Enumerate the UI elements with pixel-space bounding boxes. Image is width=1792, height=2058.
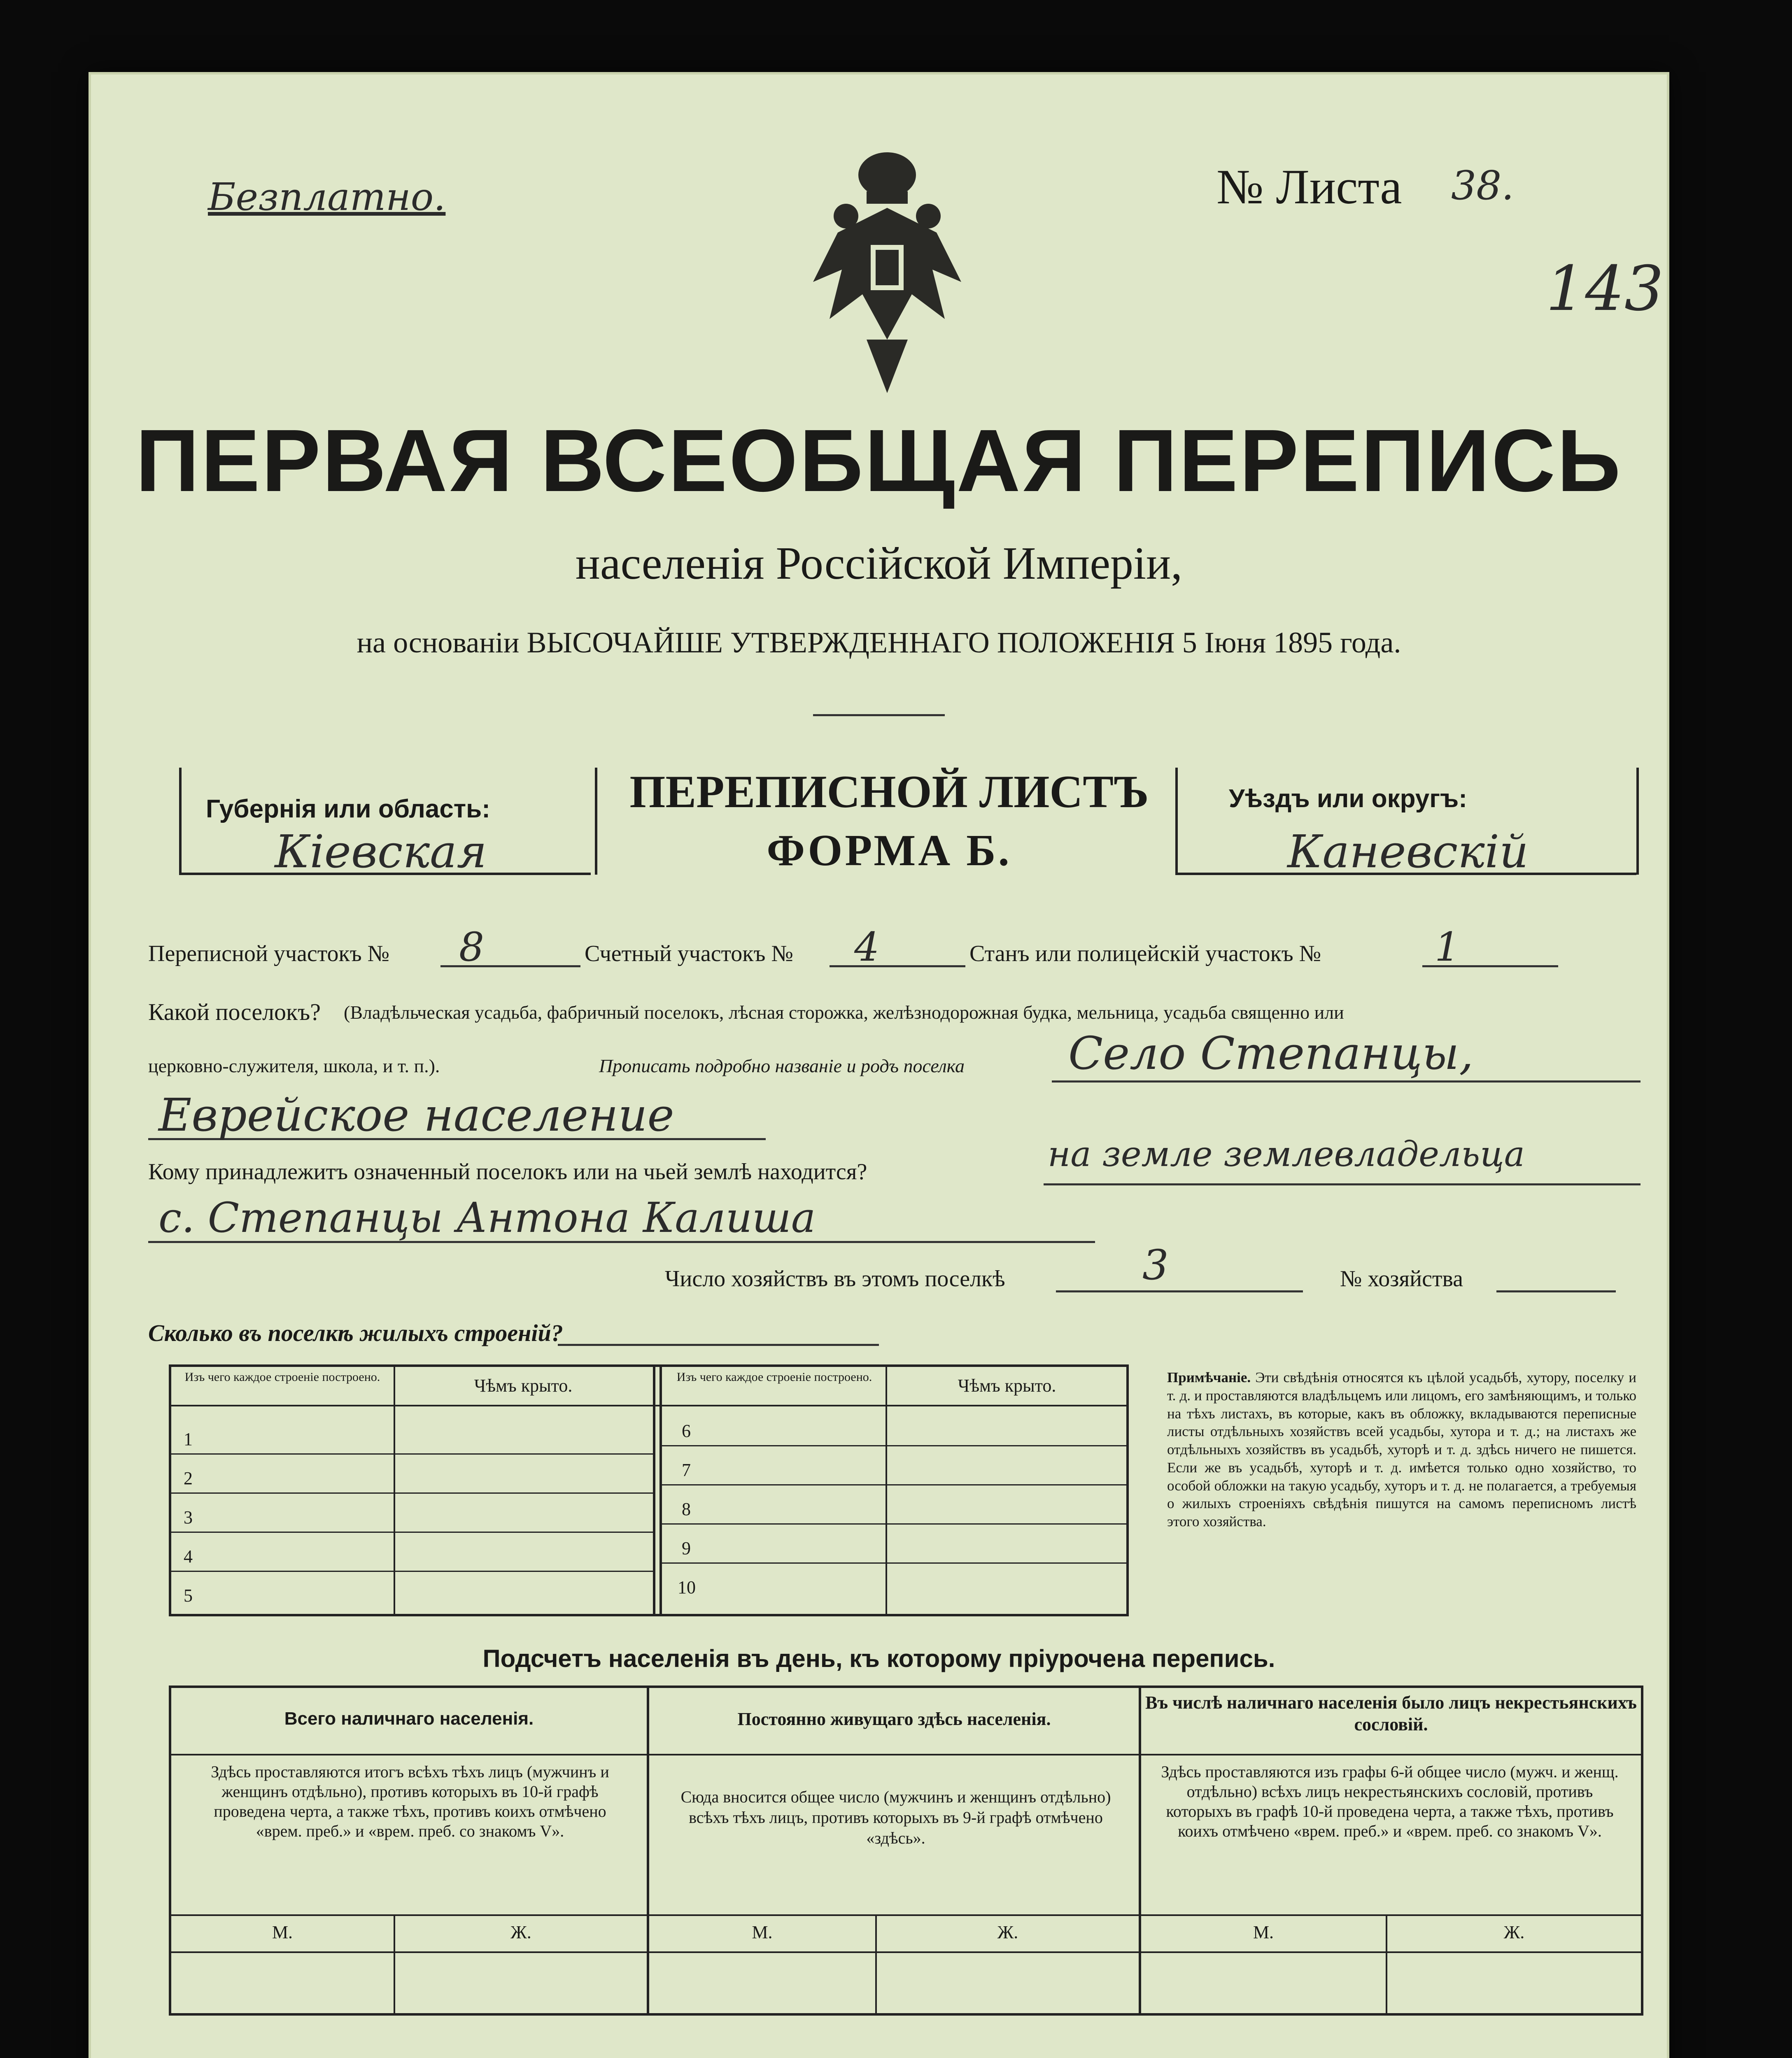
divider [1636,768,1639,875]
divider [179,768,182,875]
households-value: 3 [1142,1241,1169,1289]
divider [661,1445,1126,1446]
col-male: М. [272,1922,293,1942]
divider [171,1532,653,1533]
census-form-sheet [89,72,1669,2058]
gubernia-label: Губернія или область: [206,795,490,823]
buildings-note [1167,1369,1636,1531]
stan-label: Станъ или полицейскій участокъ № [969,941,1321,966]
stan-value: 1 [1435,924,1460,970]
divider [886,1367,887,1614]
col-female: Ж. [997,1922,1018,1942]
owner-value-2: с. Степанцы Антона Калиша [158,1194,816,1242]
owner-value-1: на земле землевладельца [1048,1134,1525,1174]
divider [171,1951,1641,1953]
divider [394,1367,395,1614]
population-title: Подсчетъ населенія въ день, къ которому пріурочена перепись. [482,1645,1275,1672]
sheet-number-value: 38. [1451,163,1514,209]
household-number-label: № хозяйства [1340,1266,1463,1292]
divider [661,1484,1126,1485]
imperial-eagle-emblem [805,146,969,401]
row-number: 5 [184,1585,193,1606]
census-title: ПЕРВАЯ ВСЕОБЩАЯ ПЕРЕПИСЬ [135,411,1622,510]
divider [661,1562,1126,1564]
note-text: Эти свѣдѣнія относятся къ цѣлой усадьбѣ, хутору, поселку и т. д. и проставляются владѣльцемъ или лицомъ, его замѣняющимъ, и только на тѣхъ листахъ, въ которые, какъ въ обложку, вкладываются переписные листы отдѣльныхъ хозяйствъ всей усадьбы, хутора и т. д.; на листахъ же отдѣльныхъ хозяйствъ въ усадьбѣ, хуторѣ и т. д. здѣсь ничего не пишется. Если же въ усадьбѣ, хуторѣ и т. д. имѣется только одно хозяйство, то особой обложки на такую усадьбу, хуторъ и т. д. не полагается, а требуемыя о жилыхъ строеніяхъ свѣдѣнія пишутся на самомъ переписномъ листѣ этого хозяйства. [1167,1369,1637,1530]
col-roof-right: Чѣмъ крыто. [958,1376,1056,1396]
households-line [1056,1290,1303,1292]
divider [179,873,591,875]
count-district-label: Счетный участокъ № [585,941,793,966]
census-district-label: Переписной участокъ № [148,941,390,966]
uezd-value: Каневскій [1287,825,1529,878]
gubernia-value: Кіевская [275,825,487,878]
col3-text: Здѣсь проставляются изъ графы 6-й общее число (мужч. и женщ. отдѣльно) всѣхъ лицъ некрестьянскихъ сословій, противъ которыхъ въ графѣ 10-й проведена черта, а также тѣхъ, противъ коихъ отмѣчено «врем. преб.» и «врем. преб. со знакомъ V». [1161,1762,1619,1840]
buildings-table [169,1364,1129,1616]
divider [171,1754,1641,1755]
census-basis: на основаніи ВЫСОЧАЙШЕ УТВЕРЖДЕННАГО ПОЛОЖЕНІЯ 5 Іюня 1895 года. [357,626,1401,659]
uezd-label: Уѣздъ или округъ: [1229,785,1467,813]
divider [653,1367,655,1614]
row-number: 7 [682,1460,691,1480]
form-name: ФОРМА Б. [767,826,1012,875]
list-title: ПЕРЕПИСНОЙ ЛИСТЪ [629,766,1149,817]
col1-text: Здѣсь проставляются итогъ всѣхъ тѣхъ лицъ (мужчинъ и женщинъ отдѣльно), противъ которыхъ въ 10-й графѣ проведена черта, а также тѣхъ, противъ коихъ отмѣчено «врем. преб.» и «врем. преб. со знакомъ V». [211,1762,609,1840]
row-number: 3 [184,1507,193,1527]
divider [171,1405,1126,1406]
col-roof-left: Чѣмъ крыто. [474,1376,573,1396]
settlement-value-1: Село Степанцы, [1068,1027,1474,1080]
settlement-hint-italic: Прописать подробно названіе и родъ поселка [599,1055,965,1076]
divider [1139,1688,1141,2013]
divider [1175,768,1178,875]
divider [171,1453,653,1455]
settlement-hint-2: церковно-служителя, школа, и т. п.). [148,1055,440,1076]
row-number: 6 [682,1421,691,1441]
divider [661,1523,1126,1525]
household-number-line [1496,1290,1616,1292]
owner-line-1 [1044,1183,1641,1185]
divider [647,1688,649,2013]
row-number: 8 [682,1499,691,1519]
divider [171,1914,1641,1916]
count-district-line [830,965,965,967]
divider [595,768,597,875]
owner-question: Кому принадлежитъ означенный поселокъ или на чьей землѣ находится? [148,1159,867,1185]
population-table [169,1686,1643,2016]
col-female: Ж. [1503,1922,1525,1942]
col1-head: Всего наличнаго населенія. [284,1709,534,1729]
divider [171,1571,653,1572]
col2-text: Сюда вносится общее число (мужчинъ и женщинъ отдѣльно) всѣхъ тѣхъ лицъ, противъ которыхъ въ 9-й графѣ отмѣчено «здѣсь». [680,1788,1111,1847]
row-number: 10 [678,1577,696,1597]
divider [813,714,945,716]
col-material-left: Изъ чего каждое строеніе построено. [184,1370,380,1384]
row-number: 1 [184,1429,193,1449]
settlement-hint: (Владѣльческая усадьба, фабричный поселокъ, лѣсная сторожка, желѣзнодорожная будка, мельница, усадьба священно или [344,1002,1344,1023]
row-number: 4 [184,1546,193,1567]
free-label: Безплатно. [208,175,446,219]
corner-page-number: 143 [1546,253,1664,325]
divider [1175,873,1636,875]
col3-head: Въ числѣ наличнаго населенія было лицъ некрестьянскихъ сословій. [1145,1692,1637,1734]
buildings-line [558,1344,879,1346]
col-female: Ж. [510,1922,531,1942]
households-label: Число хозяйствъ въ этомъ поселкѣ [665,1266,1005,1292]
divider [659,1367,662,1614]
divider [171,1492,653,1494]
sheet-number-label: № Листа [1216,159,1402,214]
settlement-value-2: Еврейское население [158,1089,674,1141]
census-district-value: 8 [459,924,485,970]
settlement-line-1 [1052,1080,1641,1083]
note-title: Примѣчаніе. [1167,1369,1251,1385]
row-number: 2 [184,1468,193,1488]
row-number: 9 [682,1538,691,1558]
buildings-question: Сколько въ поселкѣ жилыхъ строеній? [148,1320,563,1346]
col2-head: Постоянно живущаго здѣсь населенія. [737,1709,1051,1729]
col-material-right: Изъ чего каждое строеніе построено. [676,1370,872,1384]
col-male: М. [1253,1922,1274,1942]
count-district-value: 4 [854,924,880,970]
census-subtitle: населенія Россійской Имперіи, [575,538,1183,589]
col-male: М. [752,1922,773,1942]
settlement-question: Какой поселокъ? [148,999,321,1025]
